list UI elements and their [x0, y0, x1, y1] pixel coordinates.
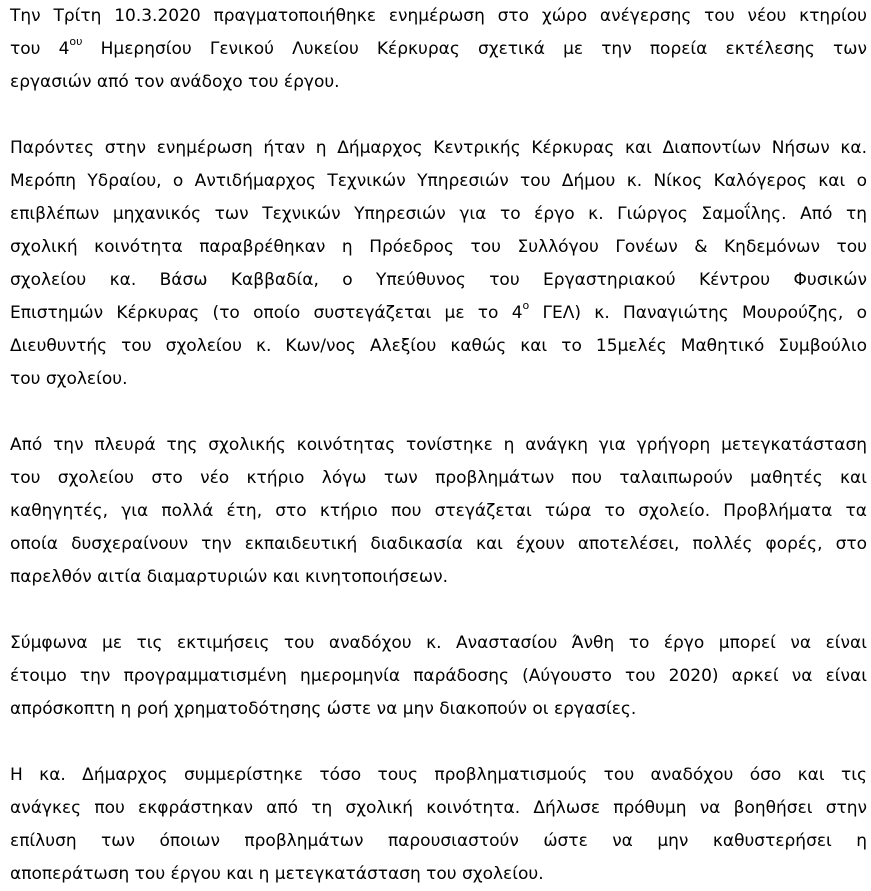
paragraph-gap	[10, 594, 867, 627]
text-line: Επιστημών Κέρκυρας (το οποίο συστεγάζεται με το $4^o$ ΓΕΛ) κ. Παναγιώτης Μουρούζης, ο	[10, 299, 867, 323]
text-line: του σχολείου.	[10, 369, 128, 389]
text-line: του $4^{o\upsilon}$ Ημερησίου Γενικού Λυκείου Κέρκυρας σχετικά με την πορεία εκτέλεσης των	[10, 35, 867, 59]
text-line: αποπεράτωση του έργου και η μετεγκατάσταση του σχολείου.	[10, 864, 544, 884]
paragraph-school-needs	[10, 429, 867, 594]
paragraph-gap	[10, 99, 867, 132]
text-line: έτοιμο την προγραμματισμένη ημερομηνία παράδοσης (Αύγουστο του 2020) αρκεί να είναι	[10, 666, 867, 686]
paragraph-briefing	[10, 0, 867, 99]
text-line: Διευθυντής του σχολείου κ. Κων/νος Αλεξίου καθώς και το 15μελές Μαθητικό Συμβούλιο	[10, 336, 867, 356]
text-line: απρόσκοπτη η ροή χρηματοδότησης ώστε να μην διακοπούν οι εργασίες.	[10, 699, 637, 719]
text-line: επιβλέπων μηχανικός των Τεχνικών Υπηρεσιών για το έργο κ. Γιώργος Σαμοΐλης. Από τη	[10, 204, 867, 224]
paragraph-gap	[10, 396, 867, 429]
paragraph-gap	[10, 726, 867, 759]
ordinal-superscript: ου	[69, 35, 83, 49]
text-line: επίλυση των όποιων προβλημάτων παρουσιαστούν ώστε να μην καθυστερήσει η	[10, 831, 867, 851]
paragraph-contractor-estimate	[10, 627, 867, 726]
text-line: σχολείου κα. Βάσω Καββαδία, ο Υπεύθυνος του Εργαστηριακού Κέντρου Φυσικών	[10, 270, 867, 290]
paragraph-attendees	[10, 132, 867, 396]
text-line: του σχολείου στο νέο κτήριο λόγω των προβλημάτων που ταλαιπωρούν μαθητές και	[10, 468, 867, 488]
text-line: ανάγκες που εκφράστηκαν από τη σχολική κοινότητα. Δήλωσε πρόθυμη να βοηθήσει στην	[10, 798, 867, 818]
text-line: Μερόπη Υδραίου, ο Αντιδήμαρχος Τεχνικών Υπηρεσιών του Δήμου κ. Νίκος Καλόγερος και ο	[10, 171, 867, 191]
text-line: οποία δυσχεραίνουν την εκπαιδευτική διαδικασία και έχουν αποτελέσει, πολλές φορές, στο	[10, 534, 867, 554]
text-line: σχολική κοινότητα παραβρέθηκαν η Πρόεδρος του Συλλόγου Γονέων & Κηδεμόνων του	[10, 237, 867, 257]
text-line: καθηγητές, για πολλά έτη, στο κτήριο που στεγάζεται τώρα το σχολείο. Προβλήματα τα	[10, 501, 867, 521]
text-line: Η κα. Δήμαρχος συμμερίστηκε τόσο τους προβληματισμούς του αναδόχου όσο και τις	[10, 765, 867, 785]
paragraph-mayor-statement	[10, 759, 867, 891]
text-line: παρελθόν αιτία διαμαρτυριών και κινητοποιήσεων.	[10, 567, 448, 587]
text-line: Παρόντες στην ενημέρωση ήταν η Δήμαρχος Κεντρικής Κέρκυρας και Διαποντίων Νήσων κα.	[10, 138, 867, 158]
text-line: εργασιών από τον ανάδοχο του έργου.	[10, 72, 340, 92]
text-line: Την Τρίτη 10.3.2020 πραγματοποιήθηκε ενημέρωση στο χώρο ανέγερσης του νέου κτηρίου	[10, 6, 867, 26]
text-line: Από την πλευρά της σχολικής κοινότητας τονίστηκε η ανάγκη για γρήγορη μετεγκατάσταση	[10, 435, 867, 455]
text-line: Σύμφωνα με τις εκτιμήσεις του αναδόχου κ. Αναστασίου Άνθη το έργο μπορεί να είναι	[10, 633, 867, 653]
ordinal-superscript: ο	[522, 299, 530, 313]
